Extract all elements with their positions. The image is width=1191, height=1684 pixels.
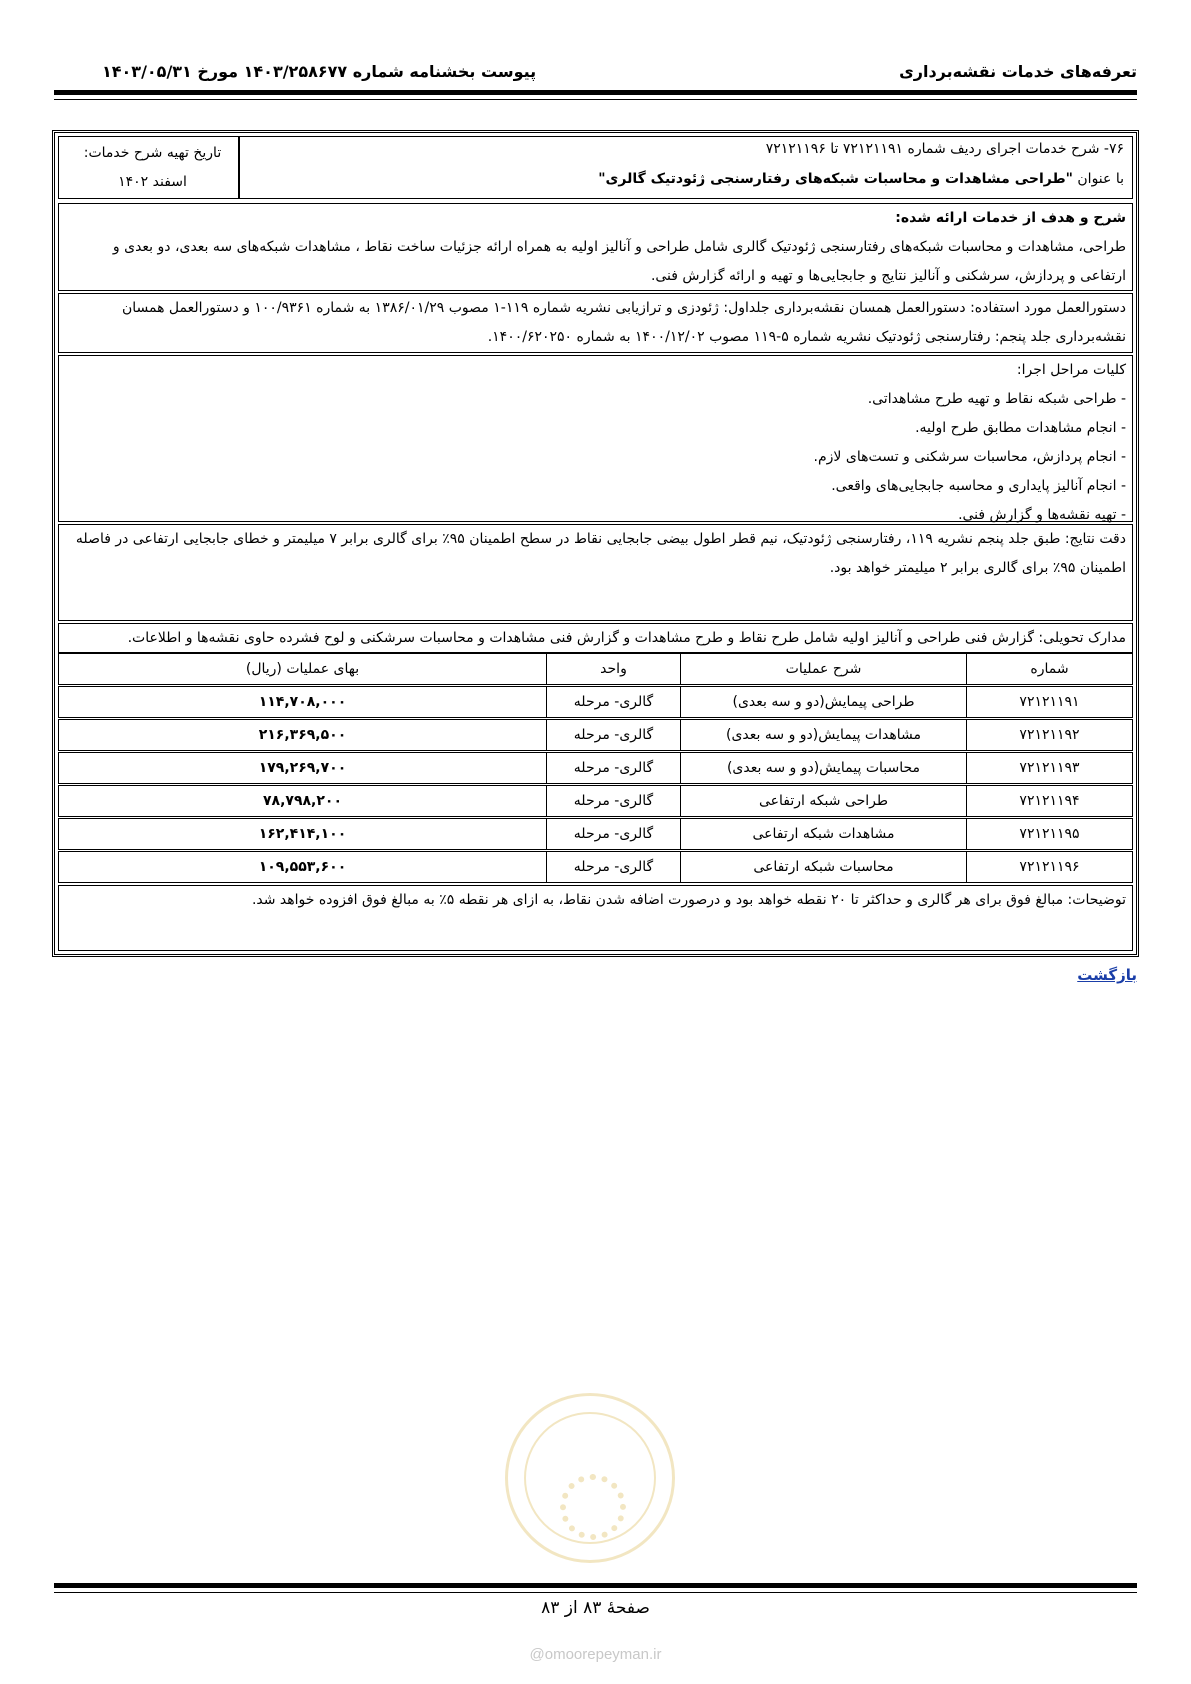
service-date-cell — [59, 137, 246, 198]
deliverables-text: مدارک تحویلی: گزارش فنی طراحی و آنالیز اولیه شامل طرح نقاط و طرح مشاهدات و گزارش فنی مشاهدات و محاسبات سرشکنی و لوح فشرده حاوی نقشه‌ها و اطلاعات. — [127, 630, 1126, 646]
table-header-row — [59, 654, 1133, 686]
table-row — [59, 785, 1133, 818]
header-price: بهای عملیات (ریال) — [59, 654, 547, 686]
document-title: تعرفه‌های خدمات نقشه‌برداری — [899, 62, 1137, 81]
row-price: ۱۷۹,۲۶۹,۷۰۰ — [59, 752, 547, 785]
back-link[interactable]: بازگشت — [1077, 966, 1137, 984]
accuracy-row — [58, 524, 1133, 621]
service-range: ۷۶- شرح خدمات اجرای ردیف شماره ۷۲۱۲۱۱۹۱ تا ۷۲۱۲۱۱۹۶ — [765, 141, 1124, 157]
table-row — [59, 719, 1133, 752]
service-name-prefix: با عنوان — [1072, 171, 1124, 187]
row-operation: محاسبات شبکه ارتفاعی — [681, 851, 967, 883]
row-price: ۷۸,۷۹۸,۲۰۰ — [59, 785, 547, 818]
row-operation: مشاهدات پیمایش(دو و سه بعدی) — [681, 719, 967, 752]
steps-row — [58, 355, 1133, 522]
steps-heading: کلیات مراحل اجرا: — [1016, 362, 1126, 378]
row-unit: گالری- مرحله — [547, 785, 681, 818]
date-value: اسفند ۱۴۰۲ — [118, 174, 187, 190]
row-number: ۷۲۱۲۱۱۹۴ — [967, 785, 1133, 818]
step-item: - انجام آنالیز پایداری و محاسبه جابجایی‌های واقعی. — [831, 478, 1126, 494]
row-number: ۷۲۱۲۱۱۹۲ — [967, 719, 1133, 752]
row-operation: طراحی شبکه ارتفاعی — [681, 785, 967, 818]
description-body: طراحی، مشاهدات و محاسبات شبکه‌های رفتارسنجی ژئودتیک گالری شامل طراحی و آنالیز اولیه به همراه ارائه جزئیات ساخت نقاط ، مشاهدات شبکه‌های سه بعدی، دو بعدی و ارتفاعی و پردازش، سرشکنی و آنالیز نتایج و جابجایی‌ها و تهیه و ارائه گزارش فنی. — [112, 239, 1126, 284]
page-number: صفحۀ ۸۳ از ۸۳ — [541, 1598, 650, 1618]
table-row — [59, 818, 1133, 851]
row-unit: گالری- مرحله — [547, 719, 681, 752]
header-number: شماره — [967, 654, 1133, 686]
row-price: ۲۱۶,۳۶۹,۵۰۰ — [59, 719, 547, 752]
row-number: ۷۲۱۲۱۱۹۱ — [967, 686, 1133, 719]
header-operation: شرح عملیات — [681, 654, 967, 686]
accuracy-text: دقت نتایج: طبق جلد پنجم نشریه ۱۱۹، رفتارسنجی ژئودتیک، نیم قطر اطول بیضی جابجایی نقاط در سطح اطمینان ۹۵٪ برای گالری برابر ۷ میلیمتر و خطای جابجایی ارتفاعی در فاصله اطمینان ۹۵٪ برای گالری برابر ۲ میلیمتر خواهد بود. — [75, 531, 1126, 576]
date-label: تاریخ تهیه شرح خدمات: — [83, 145, 222, 161]
notes-text: توضیحات: مبالغ فوق برای هر گالری و حداکثر تا ۲۰ نقطه خواهد بود و درصورت اضافه شدن نقاط، به ازای هر نقطه ۵٪ به مبالغ فوق افزوده خواهد شد. — [251, 892, 1126, 908]
row-price: ۱۱۴,۷۰۸,۰۰۰ — [59, 686, 547, 719]
step-item: - طراحی شبکه نقاط و تهیه طرح مشاهداتی. — [867, 391, 1126, 407]
service-title-cell — [238, 137, 1132, 198]
row-price: ۱۶۲,۴۱۴,۱۰۰ — [59, 818, 547, 851]
description-heading: شرح و هدف از خدمات ارائه شده: — [895, 210, 1126, 226]
instructions-text: دستورالعمل مورد استفاده: دستورالعمل همسان نقشه‌برداری جلداول: ژئودزی و ترازیابی نشریه شماره ۱۱۹-۱ مصوب ۱۳۸۶/۰۱/۲۹ به شماره ۱۰۰/۹۳۶۱ و دستورالعمل همسان نقشه‌برداری جلد پنجم: رفتارسنجی ژئودتیک نشریه شماره ۵-۱۱۹ مصوب ۱۴۰۰/۱۲/۰۲ به شماره ۱۴۰۰/۶۲۰۲۵۰. — [121, 300, 1126, 345]
row-operation: محاسبات پیمایش(دو و سه بعدی) — [681, 752, 967, 785]
row-operation: مشاهدات شبکه ارتفاعی — [681, 818, 967, 851]
row-number: ۷۲۱۲۱۱۹۳ — [967, 752, 1133, 785]
step-item: - انجام پردازش، محاسبات سرشکنی و تست‌های لازم. — [813, 449, 1126, 465]
table-row — [59, 686, 1133, 719]
circular-reference: پیوست بخشنامه شماره ۱۴۰۳/۲۵۸۶۷۷ مورخ ۱۴۰۳/۰۵/۳۱ — [102, 62, 537, 81]
deliverables-row — [58, 623, 1133, 653]
notes-row — [58, 885, 1133, 951]
operations-table — [58, 653, 1133, 883]
row-unit: گالری- مرحله — [547, 851, 681, 883]
row-price: ۱۰۹,۵۵۳,۶۰۰ — [59, 851, 547, 883]
row-unit: گالری- مرحله — [547, 686, 681, 719]
row-unit: گالری- مرحله — [547, 818, 681, 851]
row-unit: گالری- مرحله — [547, 752, 681, 785]
stamp-logo — [505, 1393, 675, 1563]
table-row — [59, 851, 1133, 883]
instructions-row — [58, 293, 1133, 353]
description-row — [58, 203, 1133, 291]
service-name-title: "طراحی مشاهدات و محاسبات شبکه‌های رفتارسنجی ژئودتیک گالری" — [598, 171, 1073, 187]
row-number: ۷۲۱۲۱۱۹۵ — [967, 818, 1133, 851]
step-item: - تهیه نقشه‌ها و گزارش فنی. — [958, 507, 1126, 523]
row-operation: طراحی پیمایش(دو و سه بعدی) — [681, 686, 967, 719]
gear-icon — [560, 1474, 626, 1540]
site-watermark: @omoorepeyman.ir — [529, 1646, 662, 1663]
step-item: - انجام مشاهدات مطابق طرح اولیه. — [915, 420, 1126, 436]
row-number: ۷۲۱۲۱۱۹۶ — [967, 851, 1133, 883]
footer-rule — [54, 1583, 1137, 1588]
table-row — [59, 752, 1133, 785]
header-unit: واحد — [547, 654, 681, 686]
page-header — [54, 54, 1137, 95]
service-title-row — [58, 136, 1133, 199]
service-name — [598, 171, 1124, 187]
service-sheet — [52, 130, 1139, 957]
